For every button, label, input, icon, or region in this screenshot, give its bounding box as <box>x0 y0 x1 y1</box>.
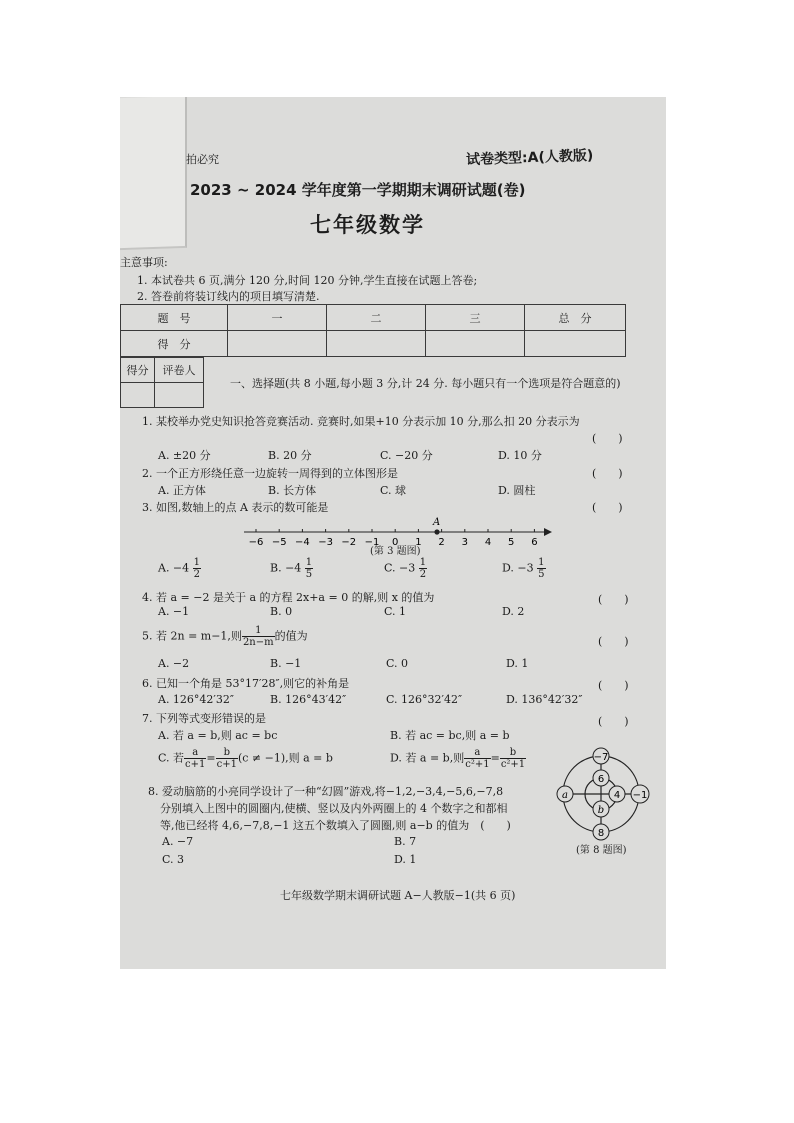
fraction <box>305 557 313 580</box>
axis-arrow <box>544 528 552 536</box>
fraction <box>419 557 427 580</box>
q4-option-c[interactable]: C. 1 <box>384 605 407 618</box>
question-7-stem: 7. 下列等式变形错误的是 <box>142 712 266 725</box>
paper-type: 试卷类型:A(人教版) <box>465 147 594 169</box>
seal-text: 拍必究 <box>186 153 219 166</box>
option-label: D. −3 <box>502 561 534 575</box>
question-8-line1: 8. 爱动脑筋的小亮同学设计了一种“幻圆”游戏,将−1,2,−3,4,−5,6,−7,8 <box>148 785 504 798</box>
year-title: 2023 ~ 2024 学年度第一学期期末调研试题(卷) <box>190 181 526 199</box>
question-1-stem: 1. 某校举办党史知识抢答竞赛活动. 竞赛时,如果+10 分表示加 10 分,那么扣 20 分表示为 <box>142 415 580 428</box>
cell-bottom-label: 8 <box>597 828 605 839</box>
q5-stem-post: 的值为 <box>274 629 308 643</box>
table-cell: 三 <box>426 305 525 331</box>
answer-paren[interactable]: ( ) <box>592 432 623 445</box>
table-row <box>121 358 204 383</box>
figure-3-caption: (第 3 题图) <box>370 546 421 557</box>
q4-option-a[interactable]: A. −1 <box>158 605 190 618</box>
cell-inner-right-label: 4 <box>613 790 621 801</box>
score-input-cell[interactable] <box>426 331 525 357</box>
section-heading: 一、选择题(共 8 小题,每小题 3 分,计 24 分. 每小题只有一个选项是符合题意的) <box>230 377 621 390</box>
fraction <box>184 747 206 770</box>
q4-option-b[interactable]: B. 0 <box>270 605 293 618</box>
axis-tick-label: 5 <box>508 537 515 548</box>
q5-option-d[interactable]: D. 1 <box>506 657 529 670</box>
score-input-cell[interactable] <box>228 331 327 357</box>
equals-sign: = <box>490 751 500 765</box>
page-title: 七年级数学 <box>310 213 425 237</box>
q5-option-a[interactable]: A. −2 <box>158 657 190 670</box>
q3-option-d[interactable] <box>502 557 546 580</box>
q7-option-b[interactable]: B. 若 ac = bc,则 a = b <box>390 729 510 742</box>
fraction-numerator: 1 <box>193 557 201 568</box>
q1-option-a[interactable]: A. ±20 分 <box>158 449 211 462</box>
cell-inner-bottom-label: b <box>597 805 605 816</box>
fraction-denominator: 2 <box>193 569 201 580</box>
q5-option-c[interactable]: C. 0 <box>386 657 409 670</box>
table-row <box>121 331 626 357</box>
axis-tick-label: −2 <box>341 537 357 548</box>
fraction-numerator: 1 <box>305 557 313 568</box>
fraction-denominator: c²+1 <box>500 759 526 770</box>
equals-sign: = <box>206 751 216 765</box>
q5-stem-pre: 5. 若 2n = m−1,则 <box>142 629 242 643</box>
point-a-marker <box>434 529 439 534</box>
fraction-denominator: 2n−m <box>242 637 274 648</box>
q3-option-a[interactable] <box>158 557 201 580</box>
axis-tick-label: 2 <box>438 537 445 548</box>
q6-option-c[interactable]: C. 126°32′42″ <box>386 693 463 706</box>
q7-option-a[interactable]: A. 若 a = b,则 ac = bc <box>158 729 278 742</box>
fraction <box>537 557 545 580</box>
point-a-label: A <box>433 517 441 528</box>
q7-option-c[interactable] <box>158 747 333 770</box>
cell-inner-top-label: 6 <box>597 774 605 785</box>
answer-paren[interactable]: ( ) <box>592 467 623 480</box>
fraction <box>242 625 275 648</box>
exam-sheet <box>120 97 666 969</box>
fraction-denominator: c+1 <box>216 759 237 770</box>
q3-option-c[interactable] <box>384 557 427 580</box>
notice-item: 1. 本试卷共 6 页,满分 120 分,时间 120 分钟,学生直接在试题上答卷; <box>137 274 478 287</box>
q4-option-d[interactable]: D. 2 <box>502 605 525 618</box>
q8-option-a[interactable]: A. −7 <box>162 835 194 848</box>
grader-table <box>120 357 204 408</box>
option-label: D. 若 a = b,则 <box>390 751 465 765</box>
question-8-line2: 分别填入上图中的圆圈内,使横、竖以及内外两圈上的 4 个数字之和都相 <box>160 802 508 815</box>
answer-paren[interactable]: ( ) <box>598 679 629 692</box>
axis-tick-label: 6 <box>531 537 538 548</box>
magic-circle-figure <box>556 743 666 853</box>
axis-tick-label: −4 <box>295 537 310 548</box>
option-label: C. −3 <box>384 561 416 575</box>
folded-corner <box>120 97 187 250</box>
cell-right-label: −1 <box>632 790 648 801</box>
cell-left-label: a <box>562 790 568 801</box>
question-3-stem: 3. 如图,数轴上的点 A 表示的数可能是 <box>142 501 329 514</box>
q8-option-d[interactable]: D. 1 <box>394 853 417 866</box>
table-cell: 得 分 <box>121 331 228 357</box>
axis-tick-label: 4 <box>484 537 492 548</box>
cell-top-label: −7 <box>593 752 609 763</box>
table-cell: 题 号 <box>121 305 228 331</box>
q6-option-a[interactable]: A. 126°42′32″ <box>158 693 235 706</box>
q1-option-d[interactable]: D. 10 分 <box>498 449 542 462</box>
option-text: (c ≠ −1),则 a = b <box>237 751 333 765</box>
notice-item: 2. 答卷前将装订线内的项目填写清楚. <box>137 290 320 303</box>
page-footer: 七年级数学期末调研试题 A−人教版−1(共 6 页) <box>280 889 516 902</box>
option-label: A. −4 <box>158 561 190 575</box>
fraction-numerator: a <box>184 747 206 759</box>
q1-option-c[interactable]: C. −20 分 <box>380 449 433 462</box>
grader-name-cell[interactable] <box>155 383 204 408</box>
q5-option-b[interactable]: B. −1 <box>270 657 302 670</box>
table-cell: 总 分 <box>525 305 626 331</box>
axis-tick-label: −5 <box>271 537 287 548</box>
q7-option-d[interactable] <box>390 747 526 770</box>
grader-score-label: 得分 <box>121 358 155 383</box>
grader-name-label: 评卷人 <box>155 358 204 383</box>
fraction <box>216 747 238 770</box>
question-6-stem: 6. 已知一个角是 53°17′28″,则它的补角是 <box>142 677 350 690</box>
table-row <box>121 305 626 331</box>
answer-paren[interactable]: ( ) <box>598 715 629 728</box>
question-5-stem <box>142 625 308 648</box>
score-input-cell[interactable] <box>327 331 426 357</box>
q8-option-c[interactable]: C. 3 <box>162 853 185 866</box>
axis-tick-label: 3 <box>461 537 468 548</box>
answer-paren[interactable]: ( ) <box>592 501 623 514</box>
score-input-cell[interactable] <box>525 331 626 357</box>
fraction-numerator: 1 <box>242 625 275 637</box>
fraction-numerator: 1 <box>538 557 545 568</box>
option-label: B. −4 <box>270 561 302 575</box>
fraction <box>464 747 490 770</box>
fraction-denominator: 2 <box>419 569 427 580</box>
q6-option-b[interactable]: B. 126°43′42″ <box>270 693 347 706</box>
fraction <box>193 557 201 580</box>
q2-option-c[interactable]: C. 球 <box>380 484 407 497</box>
grader-score-cell[interactable] <box>121 383 155 408</box>
axis-tick-label: −1 <box>364 537 380 548</box>
q6-option-d[interactable]: D. 136°42′32″ <box>506 693 583 706</box>
table-cell: 二 <box>327 305 426 331</box>
score-table <box>120 304 626 357</box>
fraction-numerator: 1 <box>419 557 427 568</box>
q1-option-b[interactable]: B. 20 分 <box>268 449 312 462</box>
q2-option-d[interactable]: D. 圆柱 <box>498 484 536 497</box>
question-4-stem: 4. 若 a = −2 是关于 a 的方程 2x+a = 0 的解,则 x 的值为 <box>142 591 435 604</box>
fraction-numerator: b <box>216 747 238 759</box>
table-cell: 一 <box>228 305 327 331</box>
q3-option-b[interactable] <box>270 557 313 580</box>
fraction-denominator: 5 <box>538 569 545 580</box>
axis-tick-label: 0 <box>392 537 399 548</box>
figure-8-caption: (第 8 题图) <box>576 845 627 856</box>
axis-tick-label: 1 <box>415 537 422 548</box>
table-row <box>121 383 204 408</box>
question-8-line3: 等,他已经将 4,6,−7,8,−1 这五个数填入了圆圈,则 a−b 的值为 ( ) <box>160 819 511 832</box>
fraction <box>500 747 526 770</box>
fraction-denominator: 5 <box>305 569 313 580</box>
fraction-numerator: a <box>464 747 490 759</box>
option-label: C. 若 <box>158 751 185 765</box>
axis-tick-label: −3 <box>318 537 333 548</box>
notice-title: 主意事项: <box>120 256 168 269</box>
q2-option-a[interactable]: A. 正方体 <box>158 484 206 497</box>
answer-paren[interactable]: ( ) <box>598 635 629 648</box>
question-2-stem: 2. 一个正方形绕任意一边旋转一周得到的立体图形是 <box>142 467 398 480</box>
axis-tick-label: −6 <box>248 537 264 548</box>
fraction-denominator: c²+1 <box>465 759 490 770</box>
q2-option-b[interactable]: B. 长方体 <box>268 484 317 497</box>
answer-paren[interactable]: ( ) <box>598 593 629 606</box>
fraction-numerator: b <box>500 747 526 759</box>
fraction-denominator: c+1 <box>185 759 206 770</box>
q8-option-b[interactable]: B. 7 <box>394 835 417 848</box>
